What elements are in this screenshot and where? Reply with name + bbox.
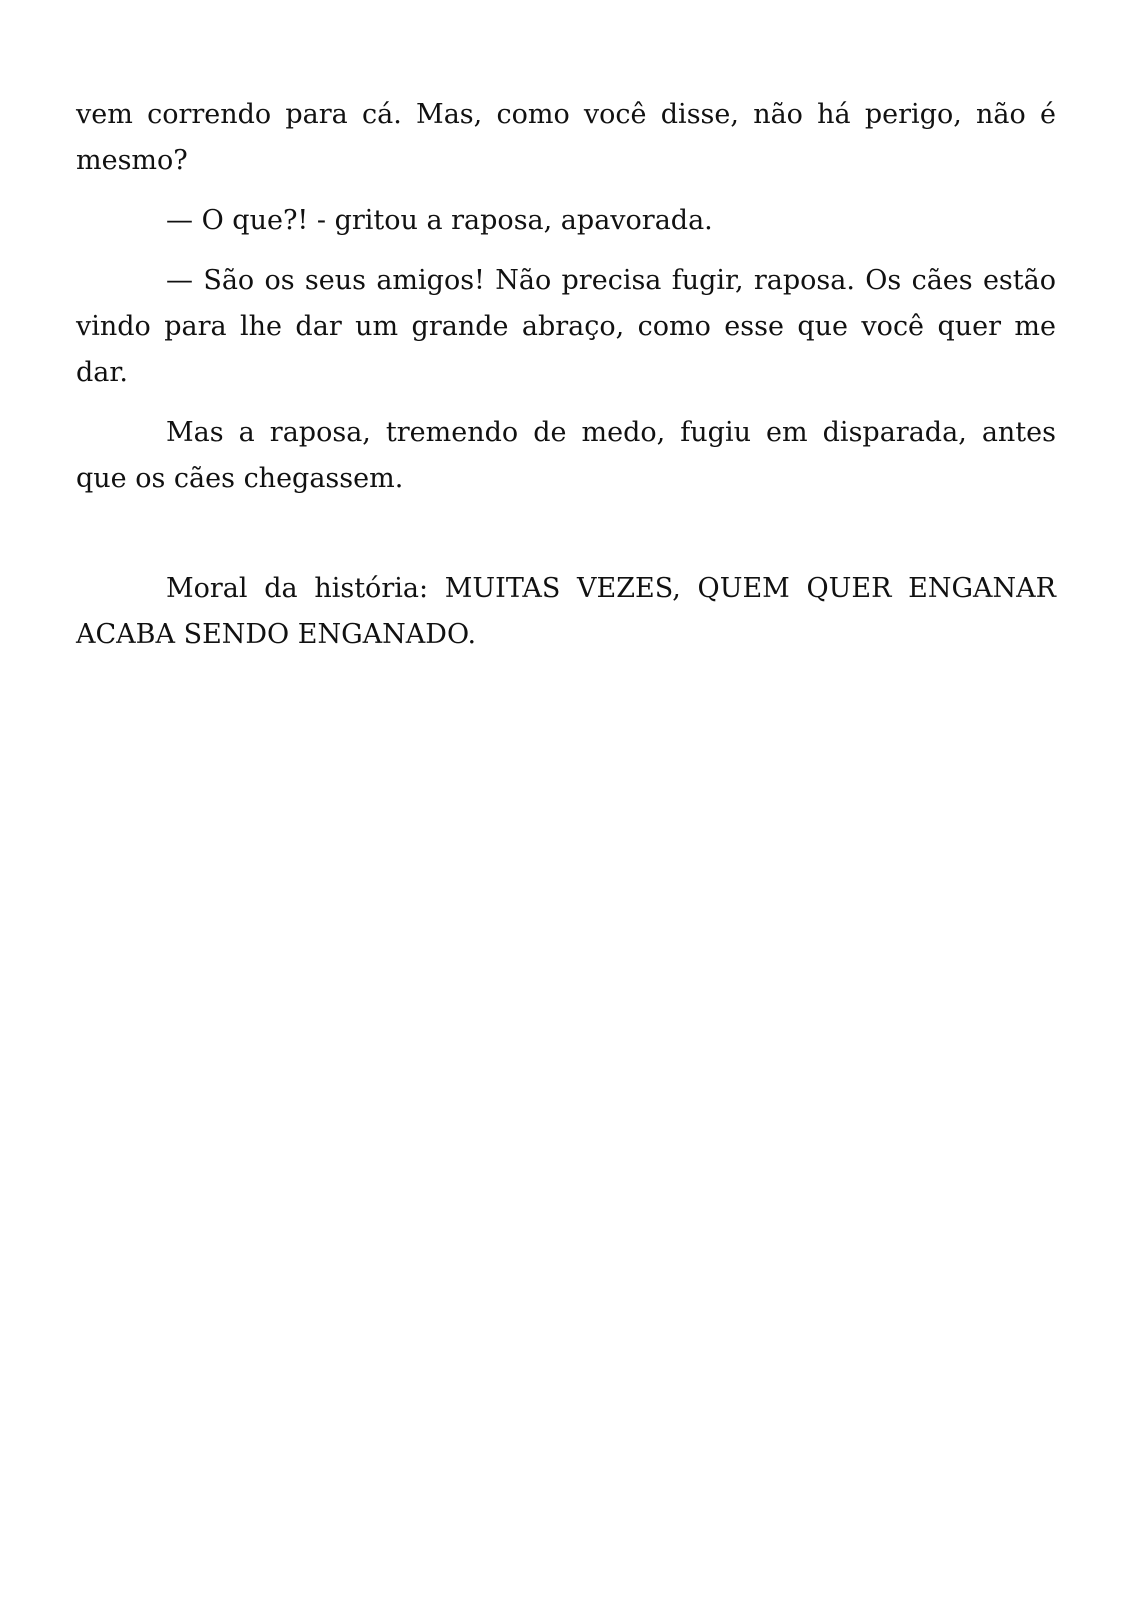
paragraph-rooster-reply: — São os seus amigos! Não precisa fugir, raposa. Os cães estão vindo para lhe dar um grande abraço, como esse que você quer me dar. [76, 265, 1056, 388]
paragraph-continuation: vem correndo para cá. Mas, como você disse, não há perigo, não é mesmo? [76, 99, 1056, 176]
paragraph-fox-dialogue: — O que?! - gritou a raposa, apavorada. [166, 205, 713, 236]
story-text [76, 92, 1056, 672]
paragraph-fox-flees: Mas a raposa, tremendo de medo, fugiu em disparada, antes que os cães chegassem. [76, 417, 1056, 494]
paragraph-moral: Moral da história: MUITAS VEZES, QUEM QUER ENGANAR ACABA SENDO ENGANADO. [76, 573, 1056, 650]
